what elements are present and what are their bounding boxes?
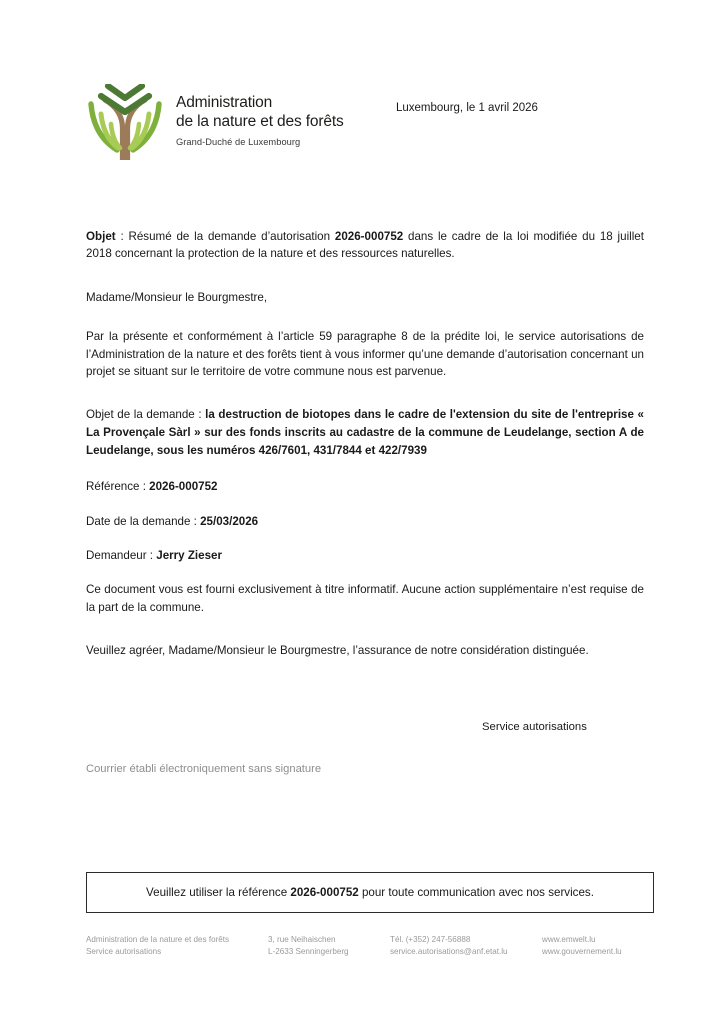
document-header — [86, 84, 658, 170]
demande-description: la destruction de biotopes dans le cadre de l'extension du site de l'entreprise « La Provençale Sàrl » sur des fonds inscrits au cadastre de la commune de Leudelange, section A de Leudelange, sous les numéros 426/7601, 431/7844 et 422/7939 — [86, 408, 644, 457]
reference-value: 2026-000752 — [149, 480, 218, 494]
footer-org-line2: Service autorisations — [86, 947, 162, 957]
org-subtitle: Grand-Duché de Luxembourg — [176, 137, 301, 147]
document-footer — [86, 934, 656, 958]
signature-service-name: Service autorisations — [482, 721, 587, 733]
subject-text-after: dans le cadre de la loi modifiée du 18 juillet 2018 concernant la protection de la nature et des ressources naturelles. — [86, 230, 644, 261]
reference-label: Référence : — [86, 480, 150, 494]
reference-notice-text — [146, 886, 594, 899]
reference-notice-before: Veuillez utiliser la référence — [146, 886, 291, 899]
request-date-value: 25/03/2026 — [200, 514, 259, 528]
subject-text-before: Résumé de la demande d’autorisation — [128, 230, 335, 243]
closing-paragraph: Veuillez agréer, Madame/Monsieur le Bourgmestre, l’assurance de notre considération distinguée. — [86, 644, 589, 658]
organization-name — [176, 84, 344, 148]
applicant-label: Demandeur : — [86, 549, 157, 563]
informative-paragraph: Ce document vous est fourni exclusivement à titre informatif. Aucune action supplémentaire n’est requise de la part de la commune. — [86, 583, 644, 614]
document-body — [86, 228, 644, 676]
document-date: Luxembourg, le 1 avril 2026 — [396, 102, 538, 114]
intro-paragraph: Par la présente et conformément à l’article 59 paragraphe 8 de la prédite loi, le service autorisations de l’Administration de la nature et des forêts tient à vous informer qu’une demande d’autorisation concernant un projet se situant sur le territoire de votre commune nous est parvenue. — [86, 330, 644, 379]
footer-website-gouvernement[interactable]: www.gouvernement.lu — [542, 947, 622, 957]
footer-address-street: 3, rue Neihaischen — [268, 935, 336, 944]
footer-contact — [390, 934, 542, 958]
footer-phone: Tél. (+352) 247-56888 — [390, 935, 471, 944]
organization-logo-block — [86, 84, 344, 160]
anf-tree-logo-icon — [86, 84, 164, 160]
footer-email[interactable]: service.autorisations@anf.etat.lu — [390, 947, 508, 957]
footer-organization — [86, 934, 268, 958]
subject-reference-number: 2026-000752 — [334, 230, 404, 243]
salutation-line: Madame/Monsieur le Bourgmestre, — [86, 290, 268, 304]
footer-address — [268, 934, 390, 958]
request-date-field — [86, 513, 644, 530]
subject-label: Objet — [86, 230, 116, 243]
applicant-value: Jerry Zieser — [156, 549, 222, 563]
electronic-signature-note: Courrier établi électroniquement sans signature — [86, 763, 322, 775]
applicant-field — [86, 547, 644, 564]
request-date-label: Date de la demande : — [86, 514, 201, 528]
footer-org-line1: Administration de la nature et des forêts — [86, 935, 230, 944]
subject-paragraph — [86, 228, 644, 263]
reference-notice-after: pour toute communication avec nos services. — [358, 886, 594, 899]
demande-paragraph — [86, 406, 644, 459]
reference-notice-box — [86, 872, 654, 913]
org-title-line1: Administration — [176, 94, 273, 111]
subject-separator: : — [115, 230, 129, 243]
footer-websites — [542, 934, 662, 958]
org-title-line2: de la nature et des forêts — [176, 112, 344, 130]
footer-address-city: L-2633 Senningerberg — [268, 947, 349, 957]
footer-website-emwelt[interactable]: www.emwelt.lu — [542, 935, 596, 944]
reference-field — [86, 478, 644, 495]
demande-label: Objet de la demande : — [86, 408, 206, 422]
reference-notice-number: 2026-000752 — [290, 886, 359, 899]
